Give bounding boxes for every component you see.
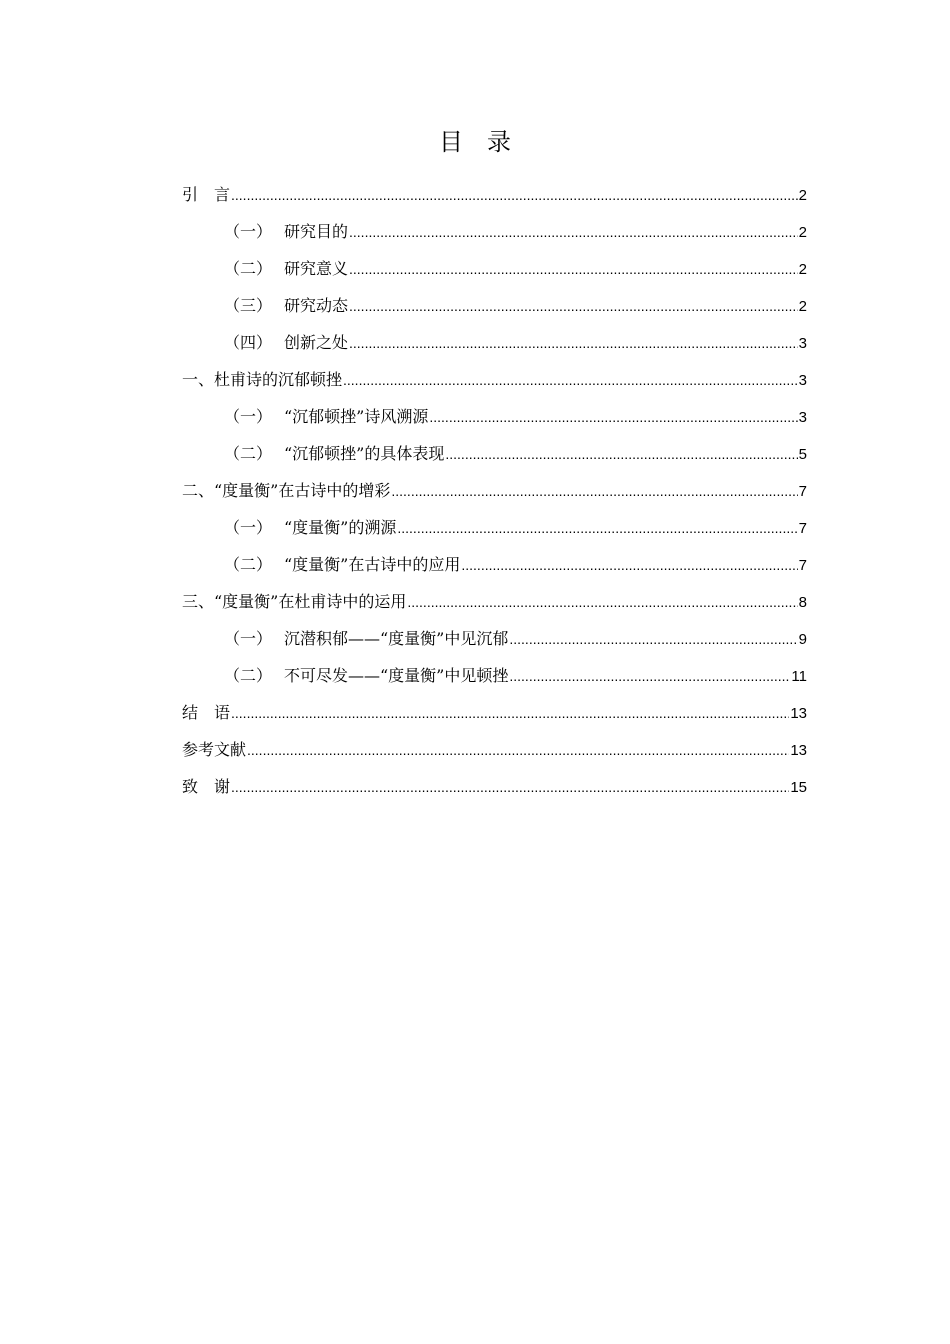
toc-entry-number: （二） (224, 444, 273, 463)
toc-entry-text: 沉潜积郁——“度量衡”中见沉郁 (284, 629, 509, 648)
toc-entry-chapter-3-section-2[interactable] (182, 657, 807, 694)
toc-entry-innovation[interactable] (182, 324, 807, 361)
toc-entry-chapter-1-section-1[interactable] (182, 398, 807, 435)
toc-entry-research-significance[interactable] (182, 250, 807, 287)
toc-page-number: 13 (790, 705, 807, 722)
toc-dot-leader (461, 547, 797, 584)
toc-page-number: 7 (798, 520, 807, 537)
toc-entry-label (224, 657, 508, 694)
toc-page-number: 7 (798, 483, 807, 500)
toc-page-number: 2 (798, 261, 807, 278)
toc-dot-leader (509, 621, 797, 658)
toc-entry-label (224, 287, 348, 324)
toc-entry-label: 一、杜甫诗的沉郁顿挫 (182, 370, 343, 389)
toc-dot-leader (349, 214, 798, 251)
toc-entry-text: 创新之处 (284, 333, 349, 352)
toc-entry-number: （一） (224, 407, 273, 426)
toc-dot-leader (397, 510, 797, 547)
toc-dot-leader (231, 695, 789, 732)
toc-entry-text: “度量衡”在古诗中的应用 (284, 555, 461, 574)
toc-entry-number: （三） (224, 296, 273, 315)
toc-entry-label: 二、“度量衡”在古诗中的增彩 (182, 481, 391, 500)
toc-page-number: 3 (798, 372, 807, 389)
toc-entry-text: 研究意义 (284, 259, 349, 278)
toc-dot-leader (429, 399, 797, 436)
toc-entry-label (224, 435, 444, 472)
toc-page-number: 3 (798, 409, 807, 426)
toc-entry-research-status[interactable] (182, 287, 807, 324)
toc-entry-label (224, 250, 348, 287)
toc-entry-text: 研究目的 (284, 222, 349, 241)
toc-entry-text: 研究动态 (284, 296, 349, 315)
toc-entry-label (224, 213, 348, 250)
toc-page-number: 13 (790, 742, 807, 759)
toc-entry-number: （二） (224, 259, 273, 278)
toc-entry-acknowledgements[interactable] (182, 768, 807, 805)
toc-entry-chapter-1-section-2[interactable] (182, 435, 807, 472)
toc-page-number: 11 (791, 668, 807, 685)
toc-entry-number: （四） (224, 333, 273, 352)
toc-page-number: 2 (798, 187, 807, 204)
toc-entry-text: 不可尽发——“度量衡”中见顿挫 (284, 666, 509, 685)
toc-dot-leader (509, 658, 790, 695)
toc-entry-text: “度量衡”的溯源 (284, 518, 397, 537)
toc-page-number: 15 (790, 779, 807, 796)
toc-title: 目 录 (439, 128, 511, 156)
toc-page-number: 7 (798, 557, 807, 574)
toc-entry-number: （二） (224, 666, 273, 685)
toc-page-number: 3 (798, 335, 807, 352)
toc-entry-label (224, 546, 460, 583)
toc-entry-chapter-2-section-1[interactable] (182, 509, 807, 546)
toc-entry-chapter-2[interactable] (182, 472, 807, 509)
toc-list (182, 176, 807, 805)
toc-entry-label (224, 509, 396, 546)
toc-entry-label (224, 398, 428, 435)
toc-entry-label: 三、“度量衡”在杜甫诗中的运用 (182, 592, 407, 611)
toc-entry-chapter-2-section-2[interactable] (182, 546, 807, 583)
toc-entry-number: （一） (224, 629, 273, 648)
toc-page-number: 5 (798, 446, 807, 463)
toc-entry-text: “沉郁顿挫”的具体表现 (284, 444, 445, 463)
toc-entry-introduction[interactable] (182, 176, 807, 213)
toc-entry-number: （一） (224, 518, 273, 537)
toc-entry-chapter-1[interactable] (182, 361, 807, 398)
toc-entry-chapter-3-section-1[interactable] (182, 620, 807, 657)
toc-entry-conclusion[interactable] (182, 694, 807, 731)
toc-dot-leader (247, 732, 789, 769)
toc-entry-label: 结 语 (182, 703, 231, 722)
toc-entry-number: （一） (224, 222, 273, 241)
toc-dot-leader (231, 769, 789, 806)
toc-entry-research-purpose[interactable] (182, 213, 807, 250)
toc-page-number: 8 (798, 594, 807, 611)
toc-page-number: 9 (798, 631, 807, 648)
toc-page-number: 2 (798, 224, 807, 241)
toc-dot-leader (349, 288, 798, 325)
toc-entry-number: （二） (224, 555, 273, 574)
toc-entry-text: “沉郁顿挫”诗风溯源 (284, 407, 429, 426)
toc-entry-label: 致 谢 (182, 777, 231, 796)
toc-entry-label (224, 620, 508, 657)
toc-entry-label: 参考文献 (182, 740, 247, 759)
toc-dot-leader (231, 177, 798, 214)
toc-dot-leader (343, 362, 798, 399)
toc-entry-label: 引 言 (182, 185, 231, 204)
toc-dot-leader (349, 251, 798, 288)
toc-dot-leader (349, 325, 798, 362)
toc-entry-chapter-3[interactable] (182, 583, 807, 620)
toc-dot-leader (391, 473, 797, 510)
toc-page-number: 2 (798, 298, 807, 315)
toc-dot-leader (407, 584, 797, 621)
toc-entry-references[interactable] (182, 731, 807, 768)
toc-dot-leader (445, 436, 797, 473)
toc-entry-label (224, 324, 348, 361)
